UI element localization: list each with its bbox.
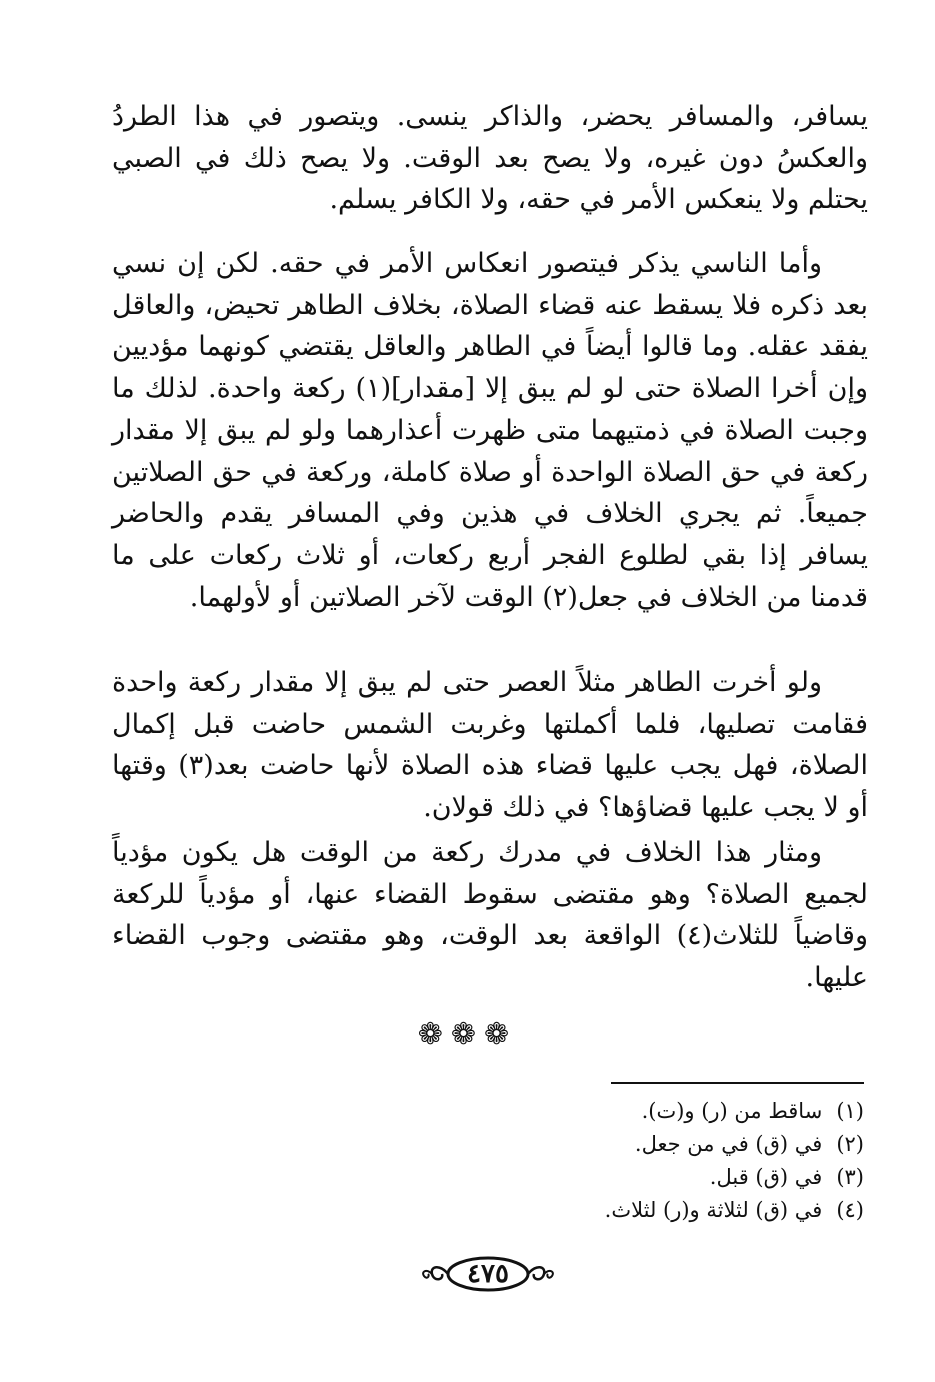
page-number-ornament — [418, 1252, 558, 1296]
footnote-text: ساقط من (ر) و(ت). — [641, 1099, 823, 1123]
footnote-number: (٤) — [836, 1198, 864, 1222]
page-number: ٤٧٥ — [467, 1259, 509, 1289]
footnote-2 — [520, 1128, 864, 1161]
paragraph-3 — [112, 662, 868, 829]
footnote-number: (٣) — [836, 1165, 864, 1189]
paragraph-text: ولو أخرت الطاهر مثلاً العصر حتى لم يبق إلا مقدار ركعة واحدة فقامت تصليها، فلما أكملتها وغربت الشمس حاضت قبل إكمال الصلاة، فهل يجب عليها قضاء هذه الصلاة لأنها حاضت بعد(٣) وقتها أو لا يجب عليها قضاؤها؟ في ذلك قولان. — [112, 667, 868, 824]
paragraph-4 — [112, 832, 868, 999]
paragraph-text: يسافر، والمسافر يحضر، والذاكر ينسى. ويتصور في هذا الطردُ والعكسُ دون غيره، ولا يصح بعد الوقت. ولا يصح ذلك في الصبي يحتلم ولا ينعكس الأمر في حقه، ولا الكافر يسلم. — [112, 101, 868, 216]
footnote-text: في (ق) قبل. — [709, 1165, 823, 1189]
section-separator: ❁❁❁ — [417, 1017, 518, 1052]
paragraph-text: ومثار هذا الخلاف في مدرك ركعة من الوقت هل يكون مؤدياً لجميع الصلاة؟ وهو مقتضى سقوط القضاء عنها، أو مؤدياً للركعة وقاضياً للثلاث(٤) الواقعة بعد الوقت، وهو مقتضى وجوب القضاء عليها. — [112, 837, 868, 994]
footnotes — [520, 1095, 864, 1227]
paragraph-2 — [112, 243, 868, 618]
paragraph-1 — [112, 96, 868, 221]
footnote-number: (٢) — [836, 1132, 864, 1156]
footnote-divider — [611, 1082, 864, 1084]
footnote-1 — [520, 1095, 864, 1128]
footnote-text: في (ق) في من جعل. — [634, 1132, 823, 1156]
footnote-number: (١) — [836, 1099, 864, 1123]
paragraph-text: وأما الناسي يذكر فيتصور انعكاس الأمر في حقه. لكن إن نسي بعد ذكره فلا يسقط عنه قضاء الصلاة، بخلاف الطاهر تحيض، والعاقل يفقد عقله. وما قالوا أيضاً في الطاهر والعاقل يقتضي كونهما مؤديين وإن أخرا الصلاة حتى لو لم يبق إلا [مقدار](١) ركعة واحدة. لذلك ما وجبت الصلاة في ذمتيهما متى ظهرت أعذارهما ولو لم يبق إلا مقدار ركعة في حق الصلاة الواحدة أو صلاة كاملة، وركعة في حق الصلاتين جميعاً. ثم يجري الخلاف في هذين وفي المسافر يقدم والحاضر يسافر إذا بقي لطلوع الفجر أربع ركعات، أو ثلاث ركعات على ما قدمنا من الخلاف في جعل(٢) الوقت لآخر الصلاتين أو لأولهما. — [112, 248, 868, 613]
footnote-text: في (ق) لثلاثة و(ر) لثلاث. — [604, 1198, 823, 1222]
footnote-3 — [520, 1161, 864, 1194]
footnote-4 — [520, 1194, 864, 1227]
